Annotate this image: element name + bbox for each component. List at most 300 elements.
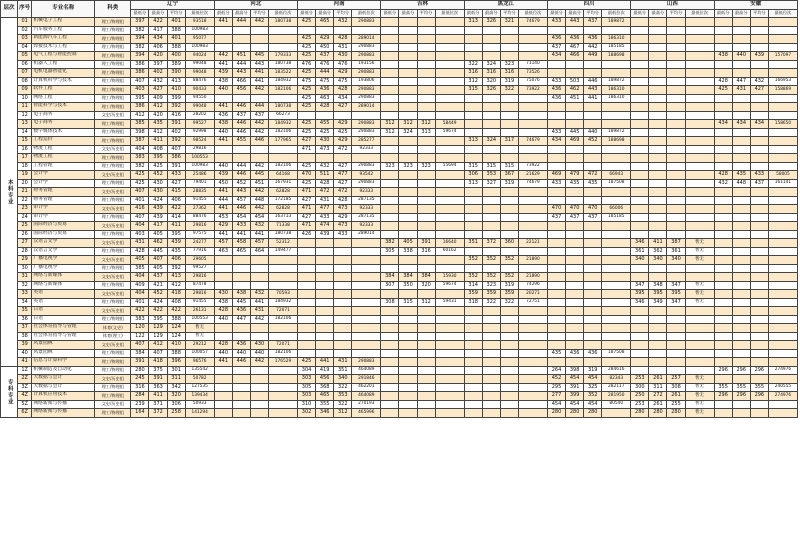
score-cell: 80540 bbox=[602, 400, 631, 409]
score-cell: 476 bbox=[334, 60, 352, 69]
score-cell bbox=[685, 358, 714, 367]
type-cell: 理工/物理组 bbox=[95, 213, 131, 222]
score-cell bbox=[435, 332, 464, 341]
seq-cell: 34 bbox=[17, 298, 31, 307]
score-cell: 441 bbox=[250, 298, 268, 307]
score-cell: 441 bbox=[250, 69, 268, 78]
score-cell: 187508 bbox=[602, 179, 631, 188]
type-cell: 理工/物理组 bbox=[95, 52, 131, 61]
score-cell: 425 bbox=[298, 52, 316, 61]
score-cell: 355 bbox=[316, 400, 334, 409]
score-cell bbox=[269, 256, 298, 265]
score-cell bbox=[667, 103, 685, 112]
score-cell: 100057 bbox=[185, 349, 214, 358]
score-cell: 434 bbox=[732, 120, 750, 129]
score-cell bbox=[547, 162, 565, 171]
score-cell bbox=[482, 247, 500, 256]
score-cell: 185185 bbox=[602, 213, 631, 222]
score-cell: 441 bbox=[214, 205, 232, 214]
score-cell bbox=[482, 264, 500, 273]
seq-cell: 26 bbox=[17, 230, 31, 239]
score-cell: 479 bbox=[566, 171, 584, 180]
score-cell: 99527 bbox=[185, 120, 214, 129]
score-cell bbox=[750, 375, 768, 384]
score-cell bbox=[417, 230, 435, 239]
score-cell bbox=[547, 358, 565, 367]
score-cell: 428 bbox=[214, 341, 232, 350]
score-cell: 320 bbox=[417, 281, 435, 290]
score-cell bbox=[232, 332, 250, 341]
score-cell bbox=[732, 290, 750, 299]
score-cell bbox=[435, 366, 464, 375]
score-cell: 326 bbox=[482, 86, 500, 95]
score-cell: 386 bbox=[131, 60, 149, 69]
score-cell bbox=[667, 111, 685, 120]
score-cell: 99048 bbox=[185, 60, 214, 69]
score-cell bbox=[334, 307, 352, 316]
score-cell bbox=[566, 239, 584, 248]
score-cell bbox=[298, 264, 316, 273]
score-cell: 270193 bbox=[352, 400, 381, 409]
score-cell bbox=[649, 26, 667, 35]
score-cell bbox=[714, 341, 732, 350]
score-cell bbox=[750, 315, 768, 324]
score-cell bbox=[649, 349, 667, 358]
score-cell: 308 bbox=[381, 298, 399, 307]
score-cell bbox=[768, 222, 797, 231]
header-subcolumn: 最低位次 bbox=[768, 10, 797, 18]
score-cell bbox=[214, 409, 232, 418]
header-subcolumn: 最高分 bbox=[732, 10, 750, 18]
score-cell: 422 bbox=[131, 307, 149, 316]
score-cell bbox=[232, 281, 250, 290]
score-cell bbox=[500, 128, 518, 137]
score-cell: 475 bbox=[316, 77, 334, 86]
major-name-cell: 机器人工程 bbox=[32, 60, 95, 69]
score-cell: 暂无 bbox=[685, 298, 714, 307]
score-cell: 472 bbox=[334, 145, 352, 154]
score-cell: 432 bbox=[750, 77, 768, 86]
score-cell: 92333 bbox=[352, 188, 381, 197]
score-cell: 179333 bbox=[269, 52, 298, 61]
score-cell: 72071 bbox=[269, 341, 298, 350]
score-cell bbox=[500, 196, 518, 205]
table-row bbox=[1, 120, 798, 129]
score-cell bbox=[417, 375, 435, 384]
type-cell: 理工/物理组 bbox=[95, 154, 131, 163]
score-cell: 290883 bbox=[352, 120, 381, 129]
score-cell bbox=[316, 256, 334, 265]
score-cell: 74296 bbox=[518, 281, 547, 290]
score-cell: 431 bbox=[250, 307, 268, 316]
score-cell: 188698 bbox=[602, 52, 631, 61]
score-cell bbox=[667, 60, 685, 69]
score-cell: 255 bbox=[667, 400, 685, 409]
score-cell bbox=[298, 111, 316, 120]
score-cell: 429 bbox=[214, 222, 232, 231]
score-cell bbox=[399, 18, 417, 27]
score-cell bbox=[399, 332, 417, 341]
score-cell bbox=[381, 392, 399, 401]
score-cell: 433 bbox=[547, 18, 565, 27]
score-cell bbox=[518, 94, 547, 103]
score-cell bbox=[399, 77, 417, 86]
score-cell bbox=[435, 111, 464, 120]
score-cell bbox=[399, 375, 417, 384]
score-cell bbox=[685, 264, 714, 273]
score-cell: 411 bbox=[167, 222, 185, 231]
score-cell: 421 bbox=[149, 281, 167, 290]
score-cell: 407 bbox=[131, 213, 149, 222]
score-cell: 272 bbox=[649, 392, 667, 401]
score-cell bbox=[547, 196, 565, 205]
score-cell bbox=[417, 341, 435, 350]
score-cell bbox=[685, 35, 714, 44]
score-cell bbox=[500, 315, 518, 324]
header-province: 黑龙江 bbox=[464, 1, 547, 10]
score-cell bbox=[768, 18, 797, 27]
major-name-cell: 社会体育指导与管理 bbox=[32, 324, 95, 333]
score-cell: 280 bbox=[131, 366, 149, 375]
score-cell: 71338 bbox=[269, 222, 298, 231]
score-cell: 465 bbox=[316, 392, 334, 401]
score-cell bbox=[482, 26, 500, 35]
score-cell bbox=[685, 162, 714, 171]
score-cell bbox=[352, 154, 381, 163]
score-cell: 470 bbox=[584, 205, 602, 214]
score-cell bbox=[381, 137, 399, 146]
score-cell: 384 bbox=[399, 273, 417, 282]
score-cell: 395 bbox=[167, 230, 185, 239]
table-row bbox=[1, 52, 798, 61]
score-cell: 425 bbox=[298, 18, 316, 27]
score-cell bbox=[714, 137, 732, 146]
score-cell bbox=[631, 137, 649, 146]
score-cell: 409 bbox=[149, 94, 167, 103]
score-cell: 274976 bbox=[768, 392, 797, 401]
score-cell bbox=[464, 358, 482, 367]
score-cell bbox=[298, 247, 316, 256]
type-cell: 文史/历史组 bbox=[95, 145, 131, 154]
score-cell: 425 bbox=[298, 43, 316, 52]
score-cell: 311 bbox=[649, 383, 667, 392]
score-cell: 425 bbox=[131, 171, 149, 180]
score-cell: 308 bbox=[667, 383, 685, 392]
score-cell: 100553 bbox=[185, 315, 214, 324]
score-cell: 435 bbox=[566, 179, 584, 188]
score-cell bbox=[750, 247, 768, 256]
score-cell: 282117 bbox=[602, 383, 631, 392]
score-cell: 394 bbox=[131, 52, 149, 61]
score-cell bbox=[547, 315, 565, 324]
score-cell: 440 bbox=[214, 349, 232, 358]
score-cell bbox=[298, 26, 316, 35]
header-subcolumn: 最低分 bbox=[131, 10, 149, 18]
score-cell: 440 bbox=[250, 349, 268, 358]
type-cell: 理工/物理组 bbox=[95, 26, 131, 35]
score-cell bbox=[316, 264, 334, 273]
score-cell bbox=[518, 332, 547, 341]
score-cell: 21890 bbox=[518, 256, 547, 265]
score-cell: 408 bbox=[167, 298, 185, 307]
score-cell: 444 bbox=[232, 60, 250, 69]
score-cell bbox=[250, 383, 268, 392]
score-cell: 70593 bbox=[269, 290, 298, 299]
score-cell bbox=[667, 222, 685, 231]
score-cell: 367 bbox=[500, 171, 518, 180]
table-row bbox=[1, 213, 798, 222]
score-cell bbox=[399, 264, 417, 273]
score-cell bbox=[482, 213, 500, 222]
score-cell: 189872 bbox=[602, 128, 631, 137]
score-cell bbox=[500, 103, 518, 112]
score-cell: 312 bbox=[417, 120, 435, 129]
score-cell bbox=[667, 69, 685, 78]
score-cell: 122 bbox=[131, 332, 149, 341]
score-cell bbox=[732, 111, 750, 120]
score-cell bbox=[768, 281, 797, 290]
score-cell bbox=[714, 154, 732, 163]
score-cell bbox=[518, 128, 547, 137]
score-cell bbox=[352, 111, 381, 120]
score-cell: 440 bbox=[584, 128, 602, 137]
score-cell: 66006 bbox=[602, 205, 631, 214]
score-cell: 313 bbox=[417, 128, 435, 137]
score-cell bbox=[685, 18, 714, 27]
score-cell bbox=[381, 43, 399, 52]
score-cell bbox=[464, 120, 482, 129]
score-cell: 318 bbox=[464, 298, 482, 307]
score-cell: 445 bbox=[250, 52, 268, 61]
score-cell: 395 bbox=[131, 94, 149, 103]
score-cell bbox=[381, 103, 399, 112]
type-cell: 理工/物理组 bbox=[95, 247, 131, 256]
score-cell bbox=[768, 128, 797, 137]
score-cell bbox=[381, 315, 399, 324]
score-cell bbox=[417, 179, 435, 188]
score-cell bbox=[381, 35, 399, 44]
score-cell: 441 bbox=[584, 94, 602, 103]
seq-cell: 2Z bbox=[17, 375, 31, 384]
score-cell: 26131 bbox=[185, 307, 214, 316]
score-cell bbox=[750, 230, 768, 239]
header-province: 辽宁 bbox=[131, 1, 214, 10]
score-cell bbox=[399, 26, 417, 35]
score-cell bbox=[518, 324, 547, 333]
score-cell: 404 bbox=[131, 273, 149, 282]
seq-cell: 03 bbox=[17, 35, 31, 44]
score-cell: 471 bbox=[298, 205, 316, 214]
score-cell bbox=[768, 103, 797, 112]
score-cell bbox=[518, 145, 547, 154]
score-cell bbox=[750, 349, 768, 358]
score-cell: 444 bbox=[232, 162, 250, 171]
score-cell bbox=[500, 43, 518, 52]
score-cell: 88476 bbox=[185, 77, 214, 86]
score-cell bbox=[435, 358, 464, 367]
score-cell bbox=[714, 247, 732, 256]
score-cell bbox=[399, 409, 417, 418]
type-cell: 理工/物理组 bbox=[95, 264, 131, 273]
major-name-cell: 风景园林 bbox=[32, 341, 95, 350]
score-cell bbox=[381, 256, 399, 265]
score-cell: 66273 bbox=[269, 111, 298, 120]
score-cell: 302 bbox=[298, 409, 316, 418]
score-cell bbox=[649, 366, 667, 375]
score-cell: 425 bbox=[298, 103, 316, 112]
type-cell: 理工/物理组 bbox=[95, 298, 131, 307]
score-cell: 361 bbox=[667, 247, 685, 256]
type-cell: 文史/历史组 bbox=[95, 290, 131, 299]
table-row bbox=[1, 69, 798, 78]
score-cell: 72071 bbox=[269, 307, 298, 316]
score-cell bbox=[214, 256, 232, 265]
score-cell: 296 bbox=[750, 366, 768, 375]
seq-cell: 38 bbox=[17, 332, 31, 341]
score-cell: 290883 bbox=[352, 69, 381, 78]
score-cell bbox=[566, 60, 584, 69]
score-cell: 402 bbox=[167, 128, 185, 137]
score-cell bbox=[649, 18, 667, 27]
score-cell: 99048 bbox=[185, 69, 214, 78]
score-cell bbox=[464, 213, 482, 222]
score-cell: 287135 bbox=[352, 213, 381, 222]
score-cell: 438 bbox=[214, 77, 232, 86]
score-cell: 79401 bbox=[185, 179, 214, 188]
score-cell: 442 bbox=[250, 128, 268, 137]
score-cell bbox=[714, 307, 732, 316]
score-cell bbox=[631, 111, 649, 120]
score-cell bbox=[417, 409, 435, 418]
type-cell: 理工/物理组 bbox=[95, 162, 131, 171]
score-cell bbox=[566, 332, 584, 341]
score-cell: 320 bbox=[482, 77, 500, 86]
score-cell bbox=[417, 307, 435, 316]
score-cell bbox=[381, 307, 399, 316]
score-cell: 290883 bbox=[352, 358, 381, 367]
score-cell: 455 bbox=[232, 137, 250, 146]
score-cell: 382 bbox=[131, 26, 149, 35]
major-name-cell: 电子商务 bbox=[32, 111, 95, 120]
score-cell: 395 bbox=[149, 154, 167, 163]
score-cell: 437 bbox=[250, 111, 268, 120]
score-cell: 29816 bbox=[185, 290, 214, 299]
score-cell bbox=[768, 69, 797, 78]
score-cell bbox=[399, 324, 417, 333]
score-cell: 425 bbox=[316, 128, 334, 137]
score-cell: 428 bbox=[334, 35, 352, 44]
score-cell bbox=[602, 111, 631, 120]
score-cell bbox=[584, 247, 602, 256]
score-cell: 429 bbox=[334, 137, 352, 146]
score-cell bbox=[381, 375, 399, 384]
score-cell: 433 bbox=[232, 222, 250, 231]
seq-cell: 32 bbox=[17, 281, 31, 290]
score-cell bbox=[649, 358, 667, 367]
score-cell: 442 bbox=[584, 43, 602, 52]
score-cell: 359 bbox=[500, 290, 518, 299]
score-cell bbox=[381, 86, 399, 95]
header-seq: 序号 bbox=[17, 1, 31, 18]
score-cell bbox=[269, 375, 298, 384]
score-cell: 290883 bbox=[352, 86, 381, 95]
score-cell bbox=[547, 273, 565, 282]
seq-cell: 04 bbox=[17, 43, 31, 52]
score-cell bbox=[214, 94, 232, 103]
score-cell: 438 bbox=[714, 52, 732, 61]
score-cell: 24277 bbox=[185, 239, 214, 248]
score-cell bbox=[714, 349, 732, 358]
score-cell: 351 bbox=[464, 239, 482, 248]
score-cell: 477 bbox=[334, 171, 352, 180]
score-cell: 129 bbox=[149, 324, 167, 333]
score-cell: 425 bbox=[131, 179, 149, 188]
score-cell bbox=[714, 205, 732, 214]
score-cell: 412 bbox=[149, 341, 167, 350]
header-subcolumn: 最低位次 bbox=[685, 10, 714, 18]
score-cell bbox=[685, 213, 714, 222]
score-cell bbox=[316, 154, 334, 163]
major-name-cell: 软件工程 bbox=[32, 86, 95, 95]
score-cell: 371 bbox=[149, 400, 167, 409]
score-cell: 186310 bbox=[602, 94, 631, 103]
score-cell bbox=[631, 366, 649, 375]
score-cell: 291846 bbox=[352, 375, 381, 384]
type-cell: 理工/物理组 bbox=[95, 86, 131, 95]
score-cell: 442 bbox=[250, 358, 268, 367]
score-cell bbox=[381, 341, 399, 350]
score-cell bbox=[435, 222, 464, 231]
score-cell: 442 bbox=[214, 52, 232, 61]
score-cell: 暂无 bbox=[685, 239, 714, 248]
score-cell bbox=[750, 196, 768, 205]
score-cell: 475 bbox=[334, 77, 352, 86]
score-cell bbox=[732, 341, 750, 350]
score-cell bbox=[352, 315, 381, 324]
score-cell: 444 bbox=[214, 196, 232, 205]
score-cell: 412 bbox=[149, 103, 167, 112]
score-cell: 340 bbox=[334, 375, 352, 384]
score-cell bbox=[464, 332, 482, 341]
score-cell bbox=[381, 196, 399, 205]
score-cell: 437 bbox=[566, 213, 584, 222]
score-cell bbox=[667, 171, 685, 180]
score-cell bbox=[750, 128, 768, 137]
score-cell bbox=[417, 264, 435, 273]
score-cell: 464089 bbox=[352, 366, 381, 375]
score-cell: 452 bbox=[547, 375, 565, 384]
score-cell: 395 bbox=[667, 290, 685, 299]
score-cell: 409 bbox=[131, 281, 149, 290]
score-cell: 323 bbox=[500, 60, 518, 69]
header-subcolumn: 最高分 bbox=[149, 10, 167, 18]
score-cell: 362 bbox=[649, 247, 667, 256]
header-subcolumn: 最低分 bbox=[714, 10, 732, 18]
score-cell: 280 bbox=[667, 409, 685, 418]
score-cell: 438 bbox=[214, 298, 232, 307]
score-cell bbox=[399, 52, 417, 61]
major-name-cell: 机械电子工程 bbox=[32, 18, 95, 27]
major-name-cell: 汉语言文学 bbox=[32, 239, 95, 248]
score-cell bbox=[566, 154, 584, 163]
score-cell: 451 bbox=[232, 52, 250, 61]
score-cell bbox=[269, 324, 298, 333]
score-cell: 94550 bbox=[185, 94, 214, 103]
score-cell bbox=[298, 341, 316, 350]
score-cell: 158650 bbox=[768, 120, 797, 129]
score-cell bbox=[566, 281, 584, 290]
score-cell: 457 bbox=[232, 196, 250, 205]
